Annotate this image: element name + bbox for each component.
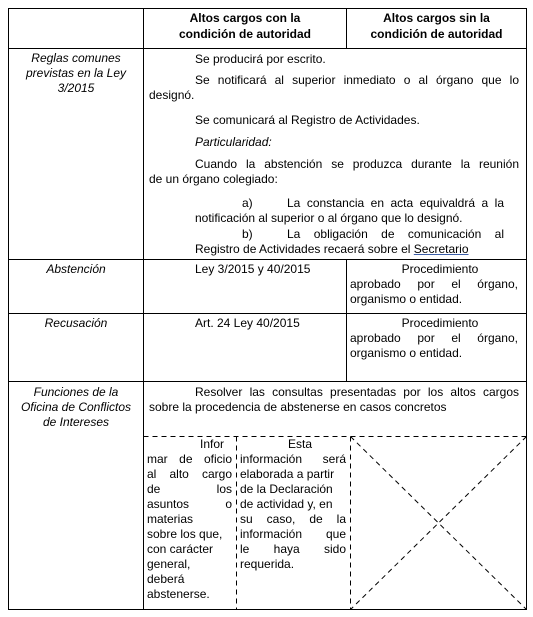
recusacion-without-line2: aprobado por el órgano,: [350, 331, 518, 345]
sub1-line11: abstenerse.: [147, 587, 210, 601]
reglas-item-b-line2: [195, 242, 469, 257]
sub1-line5: asuntos o: [147, 497, 232, 511]
abstencion-without-line2: aprobado por el órgano,: [350, 277, 518, 291]
funciones-text-line1: Resolver las consultas presentadas por los altos cargos: [195, 385, 519, 399]
sub2-line1: Esta: [287, 437, 312, 451]
sub1-line6: materias: [147, 512, 194, 526]
reglas-p5-line1: Cuando la abstención se produzca durante la reunión: [195, 157, 519, 171]
sub1-line2: mar de oficio: [147, 452, 232, 466]
header-without-authority-line1: Altos cargos sin la: [383, 11, 490, 25]
recusacion-with: Art. 24 Ley 40/2015: [195, 316, 300, 330]
reglas-p5-line2: de un órgano colegiado:: [149, 172, 278, 186]
funciones-label-line1: Funciones de la: [33, 385, 119, 399]
header-with-authority-line2: condición de autoridad: [178, 27, 311, 41]
abstencion-without-line1: Procedimiento: [401, 262, 479, 276]
sub2-line5: de actividad y, en: [240, 497, 333, 511]
funciones-label-line2: Oficina de Conflictos: [20, 400, 132, 414]
reglas-item-a-line1: La constancia en acta equivaldrá a la: [287, 196, 504, 210]
recusacion-without-line3: organismo o entidad.: [350, 346, 463, 360]
secretario-word: Secretario: [413, 242, 469, 256]
funciones-label-line3: de Intereses: [42, 415, 110, 429]
reglas-p4: Particularidad:: [195, 135, 272, 149]
sub2-line8: le haya sido: [240, 542, 346, 556]
sub2-line9: requerida.: [240, 557, 295, 571]
abstencion-label: Abstención: [46, 262, 106, 276]
sub2-line3: elaborada a partir: [240, 467, 335, 481]
sub1-line1: Infor: [199, 437, 224, 451]
sub1-line7: sobre los que,: [147, 527, 223, 541]
reglas-p2-line2: designó.: [149, 88, 195, 102]
reglas-label-line3: 3/2015: [57, 81, 95, 95]
recusacion-without-line1: Procedimiento: [401, 316, 479, 330]
sub1-line3: al alto cargo: [147, 467, 232, 481]
abstencion-with: Ley 3/2015 y 40/2015: [195, 262, 311, 276]
reglas-p1: Se producirá por escrito.: [195, 52, 326, 66]
sub2-line2: información será: [240, 452, 346, 466]
reglas-p3: Se comunicará al Registro de Actividades.: [195, 113, 420, 127]
sub1-line9: general,: [147, 557, 191, 571]
sub2-line4: de la Declaración: [240, 482, 333, 496]
sub2-line7: información que: [240, 527, 346, 541]
abstencion-without-line3: organismo o entidad.: [350, 292, 463, 306]
sub1-line10: deberá: [147, 572, 185, 586]
reglas-item-b-line1: La obligación de comunicación al: [287, 227, 504, 241]
reglas-item-b-marker: b): [242, 227, 253, 241]
sub2-line6: su caso, de la: [240, 512, 346, 526]
reglas-label-line2: previstas en la Ley: [25, 66, 127, 80]
reglas-item-a-marker: a): [242, 196, 253, 210]
reglas-item-a-line2: notificación al superior o al órgano que lo designó.: [195, 211, 463, 225]
sub1-line4: de los: [147, 482, 232, 496]
funciones-text-line2: sobre la procedencia de abstenerse en casos concretos: [149, 400, 447, 414]
reglas-item-b-line2-text: Registro de Actividades recaerá sobre el: [195, 242, 411, 256]
header-without-authority-line2: condición de autoridad: [370, 27, 503, 41]
recusacion-label: Recusación: [44, 316, 108, 330]
reglas-label-line1: Reglas comunes: [31, 51, 121, 65]
header-with-authority-line1: Altos cargos con la: [189, 11, 301, 25]
sub1-line8: con carácter: [147, 542, 214, 556]
reglas-p2-line1: Se notificará al superior inmediato o al órgano que lo: [195, 73, 519, 87]
